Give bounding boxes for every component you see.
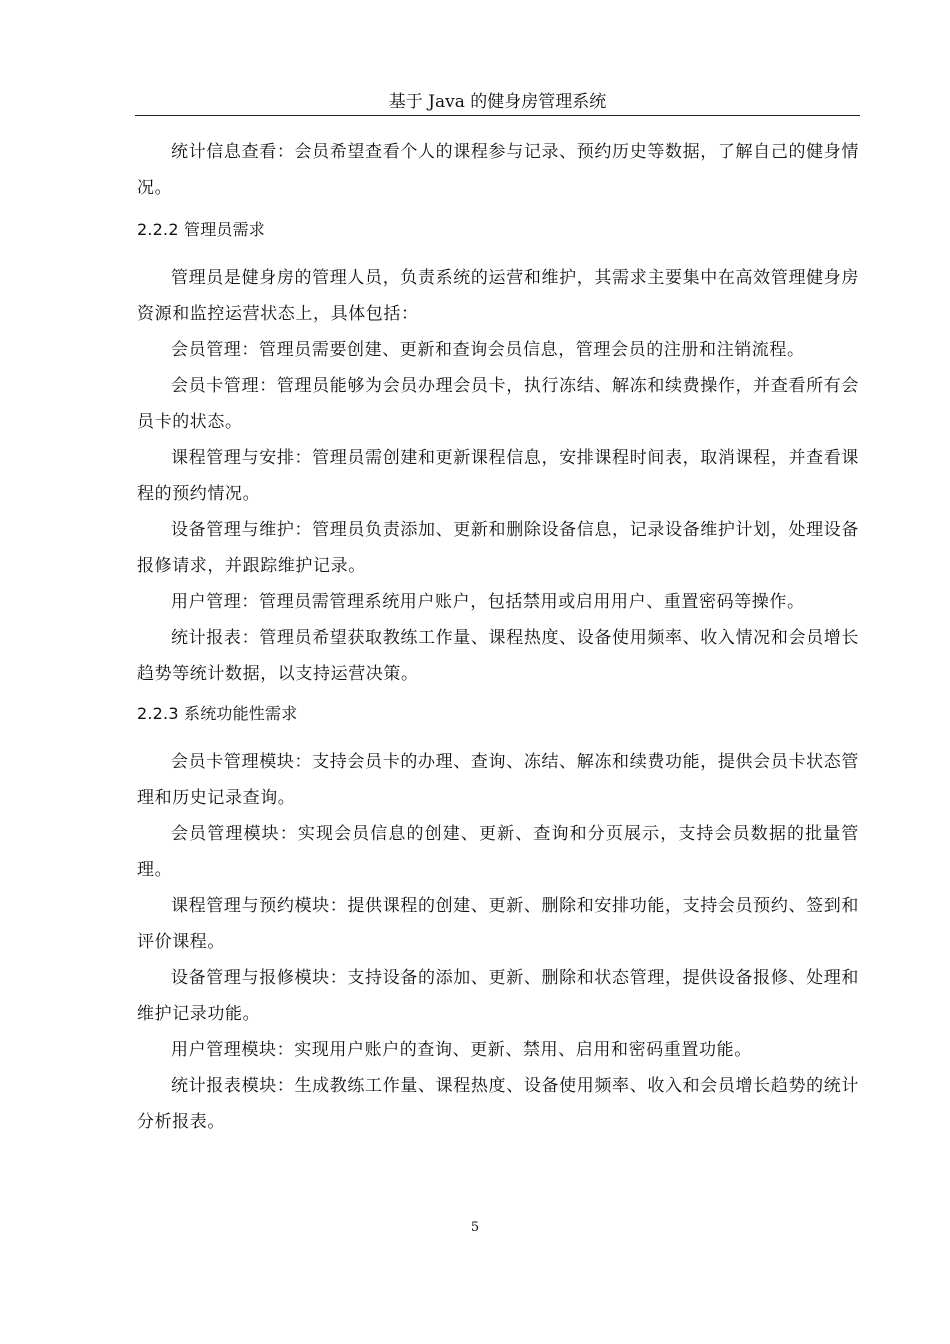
paragraph-stats-view: 统计信息查看：会员希望查看个人的课程参与记录、预约历史等数据，了解自己的健身情况。 [137, 142, 859, 198]
header-divider [135, 115, 860, 116]
page-header-title: 基于 Java 的健身房管理系统 [388, 92, 607, 112]
paragraph-member-management: 会员管理：管理员需要创建、更新和查询会员信息，管理会员的注册和注销流程。 [171, 340, 805, 360]
paragraph-report-module: 统计报表模块：生成教练工作量、课程热度、设备使用频率、收入和会员增长趋势的统计分析报表。 [137, 1076, 859, 1132]
paragraph-equipment-management: 设备管理与维护：管理员负责添加、更新和删除设备信息，记录设备维护计划，处理设备报修请求，并跟踪维护记录。 [137, 520, 859, 576]
paragraph-course-module: 课程管理与预约模块：提供课程的创建、更新、删除和安排功能，支持会员预约、签到和评价课程。 [137, 896, 859, 952]
paragraph-card-management: 会员卡管理：管理员能够为会员办理会员卡，执行冻结、解冻和续费操作，并查看所有会员卡的状态。 [137, 376, 859, 432]
page-number: 5 [470, 1220, 480, 1235]
paragraph-course-management: 课程管理与安排：管理员需创建和更新课程信息，安排课程时间表，取消课程，并查看课程的预约情况。 [137, 448, 859, 504]
paragraph-user-management: 用户管理：管理员需管理系统用户账户，包括禁用或启用用户、重置密码等操作。 [171, 592, 805, 612]
paragraph-admin-intro: 管理员是健身房的管理人员，负责系统的运营和维护，其需求主要集中在高效管理健身房资源和监控运营状态上，具体包括： [137, 268, 859, 324]
paragraph-card-module: 会员卡管理模块：支持会员卡的办理、查询、冻结、解冻和续费功能，提供会员卡状态管理和历史记录查询。 [137, 752, 859, 808]
paragraph-user-module: 用户管理模块：实现用户账户的查询、更新、禁用、启用和密码重置功能。 [171, 1040, 752, 1060]
section-heading-functional: 2.2.3 系统功能性需求 [137, 704, 298, 723]
paragraph-statistics-report: 统计报表：管理员希望获取教练工作量、课程热度、设备使用频率、收入情况和会员增长趋势等统计数据，以支持运营决策。 [137, 628, 859, 684]
paragraph-equipment-module: 设备管理与报修模块：支持设备的添加、更新、删除和状态管理，提供设备报修、处理和维护记录功能。 [137, 968, 859, 1024]
section-heading-admin: 2.2.2 管理员需求 [137, 220, 265, 239]
paragraph-member-module: 会员管理模块：实现会员信息的创建、更新、查询和分页展示，支持会员数据的批量管理。 [137, 824, 859, 880]
document-body [137, 134, 859, 1140]
